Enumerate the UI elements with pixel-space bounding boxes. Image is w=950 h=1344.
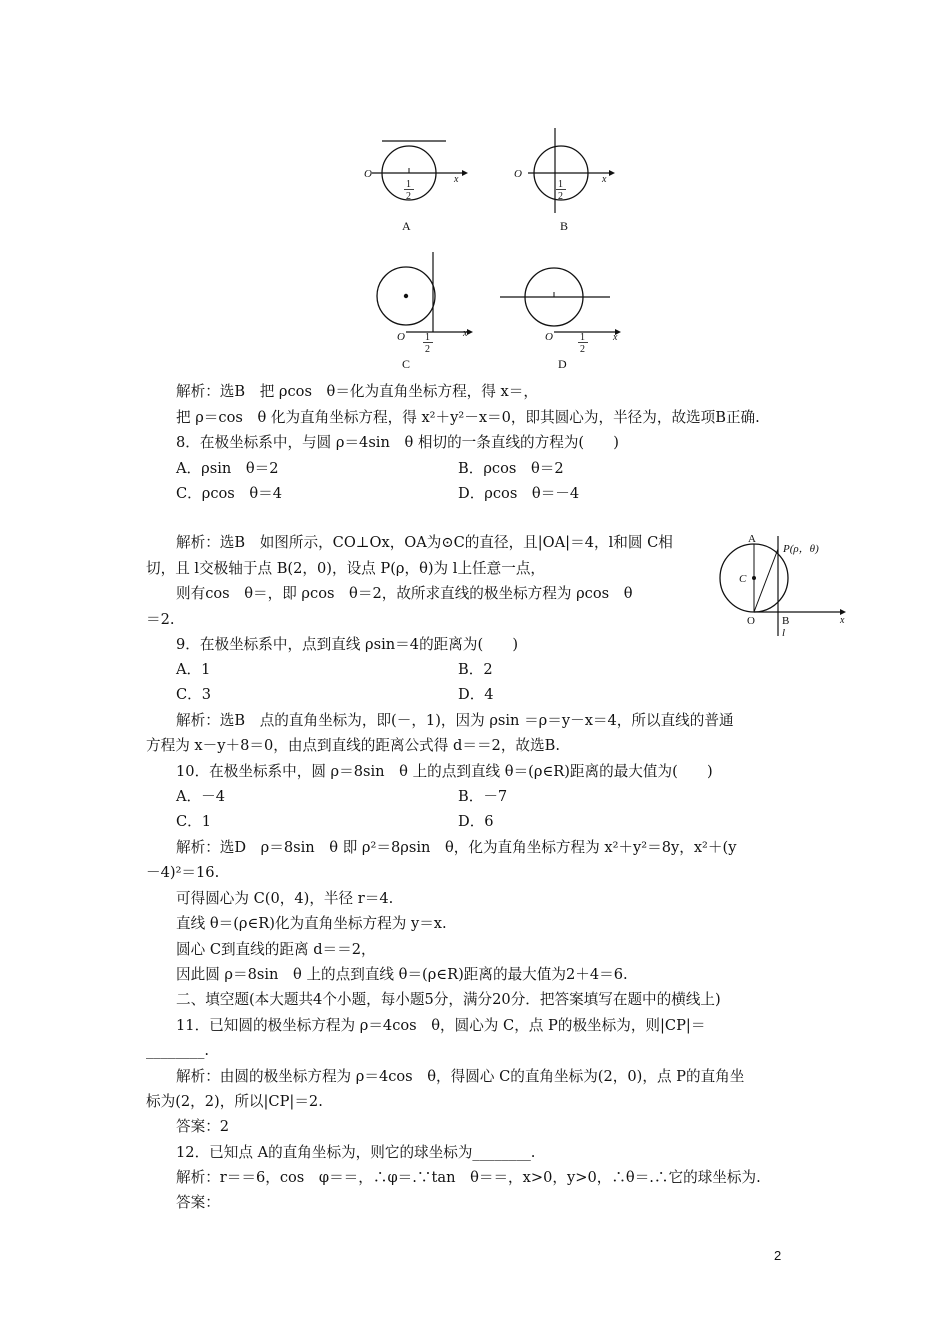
- text-line: B．－7: [458, 788, 508, 805]
- text-line: C．1: [176, 813, 212, 830]
- text-line: 切，且 l交极轴于点 B(2，0)，设点 P(ρ，θ)为 l上任意一点，: [146, 560, 546, 577]
- origin-label: O: [364, 168, 372, 180]
- text-line: A．1: [176, 661, 211, 678]
- figure-option-d: [500, 258, 630, 372]
- text-line: A．－4: [176, 788, 226, 805]
- text-line: 二、填空题(本大题共4个小题，每小题5分，满分20分．把答案填写在题中的横线上): [176, 991, 721, 1008]
- text-line: 可得圆心为 C(0，4)，半径 r＝4.: [176, 890, 394, 907]
- tick-denominator: 2: [558, 191, 563, 202]
- text-line: D．6: [458, 813, 494, 830]
- text-line: C．ρcos θ＝4: [176, 485, 283, 502]
- figure-option-b: [510, 128, 620, 238]
- origin-label: O: [545, 331, 553, 343]
- text-line: 12．已知点 A的直角坐标为，则它的球坐标为________.: [176, 1144, 536, 1161]
- text-line: 把 ρ＝cos θ 化为直角坐标方程，得 x²＋y²－x＝0，即其圆心为，半径为，故选项B正确.: [176, 409, 760, 426]
- text-line: 解析：r＝＝6，cos φ＝＝，∴φ＝.∵tan θ＝＝，x>0，y>0，∴θ＝.∴它的球坐标为.: [176, 1169, 761, 1186]
- tick-numerator: 1: [406, 179, 411, 190]
- text-line: 答案：2: [176, 1118, 230, 1135]
- point-p-label: P(ρ，θ): [783, 543, 819, 555]
- line-l-label: l: [782, 627, 786, 639]
- point-c-label: C: [739, 573, 747, 585]
- figure-tangent-circle: [718, 530, 858, 640]
- origin-label: O: [397, 331, 405, 343]
- text-line: 直线 θ＝(ρ∈R)化为直角坐标方程为 y＝x.: [176, 915, 447, 932]
- tick-denominator: 2: [580, 344, 585, 355]
- option-label: D: [558, 357, 567, 371]
- text-line: 9．在极坐标系中，点到直线 ρsin＝4的距离为( ): [176, 636, 519, 653]
- tick-numerator: 1: [580, 332, 585, 343]
- text-line: 因此圆 ρ＝8sin θ 上的点到直线 θ＝(ρ∈R)距离的最大值为2＋4＝6.: [176, 966, 628, 983]
- text-line: 11．已知圆的极坐标方程为 ρ＝4cos θ，圆心为 C，点 P的极坐标为，则|CP|＝: [176, 1017, 706, 1034]
- option-label: C: [402, 357, 411, 371]
- text-line: 8．在极坐标系中，与圆 ρ＝4sin θ 相切的一条直线的方程为( ): [176, 434, 620, 451]
- text-line: B．2: [458, 661, 493, 678]
- tick-numerator: 1: [558, 179, 563, 190]
- figure-option-c: [372, 252, 482, 372]
- text-line: C．3: [176, 686, 212, 703]
- axis-label: x: [602, 174, 607, 185]
- text-line: －4)²＝16.: [146, 864, 220, 881]
- axis-label: x: [454, 174, 459, 185]
- text-line: ＝2.: [146, 611, 175, 628]
- axis-label: x: [613, 332, 618, 343]
- text-line: 解析：选B 如图所示，CO⊥Ox，OA为⊙C的直径，且|OA|＝4，l和圆 C相: [176, 534, 673, 551]
- axis-label: x: [463, 328, 468, 339]
- text-line: ________.: [146, 1042, 210, 1059]
- option-label: B: [560, 219, 569, 233]
- text-line: 圆心 C到直线的距离 d＝＝2，: [176, 941, 376, 958]
- text-line: 则有cos θ＝，即 ρcos θ＝2，故所求直线的极坐标方程为 ρcos θ: [176, 585, 633, 602]
- point-a-label: A: [748, 533, 756, 545]
- text-line: 解析：选B 把 ρcos θ＝化为直角坐标方程，得 x＝，: [176, 383, 538, 400]
- text-line: 答案：: [176, 1194, 220, 1211]
- text-line: D．ρcos θ＝－4: [458, 485, 580, 502]
- axis-label: x: [840, 615, 845, 626]
- option-label: A: [402, 219, 411, 233]
- tick-denominator: 2: [406, 191, 411, 202]
- figure-option-a: [362, 130, 472, 238]
- text-line: 标为(2，2)，所以|CP|＝2.: [146, 1093, 323, 1110]
- tick-numerator: 1: [425, 332, 430, 343]
- text-line: 解析：选B 点的直角坐标为，即(－，1)，因为 ρsin ＝ρ＝y－x＝4，所以直线的普通: [176, 712, 734, 729]
- text-line: D．4: [458, 686, 494, 703]
- tick-denominator: 2: [425, 344, 430, 355]
- text-line: A．ρsin θ＝2: [176, 460, 279, 477]
- text-line: 方程为 x－y＋8＝0，由点到直线的距离公式得 d＝＝2，故选B.: [146, 737, 560, 754]
- text-line: 解析：由圆的极坐标方程为 ρ＝4cos θ，得圆心 C的直角坐标为(2，0)，点 P的直角坐: [176, 1068, 745, 1085]
- text-line: 10．在极坐标系中，圆 ρ＝8sin θ 上的点到直线 θ＝(ρ∈R)距离的最大值为( ): [176, 763, 713, 780]
- text-line: B．ρcos θ＝2: [458, 460, 564, 477]
- origin-label: O: [514, 168, 522, 180]
- point-o-label: O: [747, 615, 755, 627]
- point-b-label: B: [782, 615, 790, 627]
- text-line: 解析：选D ρ＝8sin θ 即 ρ²＝8ρsin θ，化为直角坐标方程为 x²＋y²＝8y，x²＋(y: [176, 839, 737, 856]
- page-number: 2: [774, 1248, 782, 1263]
